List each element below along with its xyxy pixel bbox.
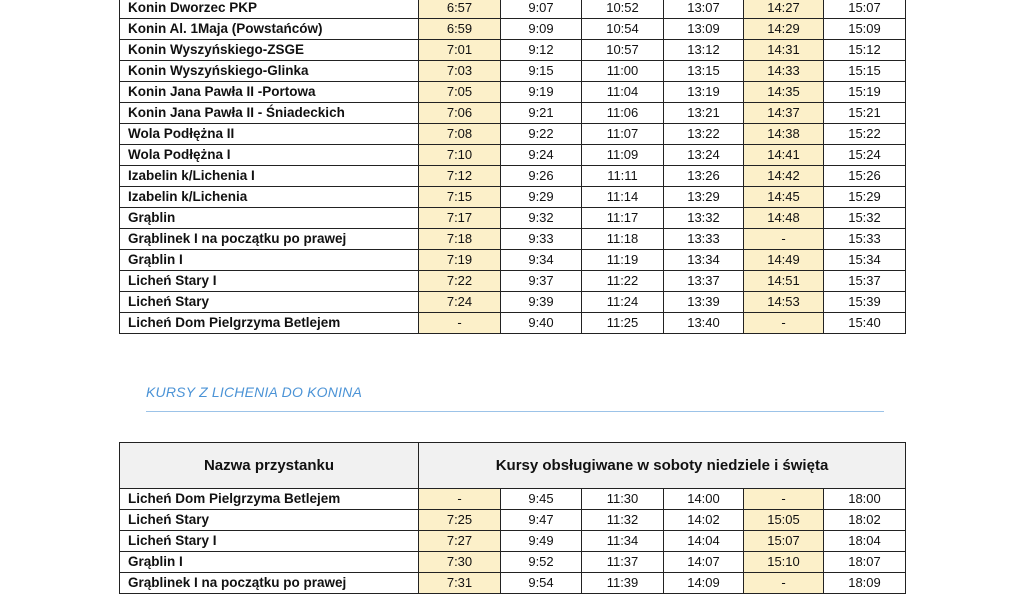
departure-time: 7:15	[419, 187, 501, 208]
departure-time: 9:22	[501, 124, 582, 145]
stop-name: Licheń Dom Pielgrzyma Betlejem	[120, 313, 419, 334]
departure-time: 14:04	[664, 531, 744, 552]
table-row	[120, 40, 906, 61]
departure-time: -	[419, 489, 501, 510]
departure-time: 9:09	[501, 19, 582, 40]
stop-name: Konin Jana Pawła II - Śniadeckich	[120, 103, 419, 124]
departure-time: 9:24	[501, 145, 582, 166]
table-row	[120, 313, 906, 334]
departure-time: 7:17	[419, 208, 501, 229]
stop-name: Konin Al. 1Maja (Powstańców)	[120, 19, 419, 40]
stop-name: Licheń Stary I	[120, 531, 419, 552]
departure-time: 14:41	[744, 145, 824, 166]
departure-time: 7:01	[419, 40, 501, 61]
departure-time: 14:27	[744, 0, 824, 19]
table-row	[120, 208, 906, 229]
stop-name: Grąblinek I na początku po prawej	[120, 573, 419, 594]
departure-time: 6:57	[419, 0, 501, 19]
departure-time: 11:06	[582, 103, 664, 124]
header-stop-name: Nazwa przystanku	[120, 443, 419, 489]
departure-time: 13:19	[664, 82, 744, 103]
table-row	[120, 82, 906, 103]
departure-time: 9:07	[501, 0, 582, 19]
departure-time: 11:39	[582, 573, 664, 594]
departure-time: 15:26	[824, 166, 906, 187]
stop-name: Konin Wyszyńskiego-Glinka	[120, 61, 419, 82]
departure-time: 14:35	[744, 82, 824, 103]
departure-time: 11:34	[582, 531, 664, 552]
departure-time: 9:37	[501, 271, 582, 292]
departure-time: 14:48	[744, 208, 824, 229]
departure-time: 11:25	[582, 313, 664, 334]
departure-time: 9:49	[501, 531, 582, 552]
departure-time: 13:39	[664, 292, 744, 313]
departure-time: 15:05	[744, 510, 824, 531]
departure-time: 10:54	[582, 19, 664, 40]
departure-time: 15:32	[824, 208, 906, 229]
departure-time: 11:22	[582, 271, 664, 292]
stop-name: Konin Jana Pawła II -Portowa	[120, 82, 419, 103]
departure-time: 7:05	[419, 82, 501, 103]
departure-time: 15:12	[824, 40, 906, 61]
departure-time: 15:19	[824, 82, 906, 103]
table-row	[120, 145, 906, 166]
departure-time: 7:06	[419, 103, 501, 124]
table-row	[120, 124, 906, 145]
header-courses: Kursy obsługiwane w soboty niedziele i święta	[419, 443, 906, 489]
departure-time: 15:34	[824, 250, 906, 271]
departure-time: 7:18	[419, 229, 501, 250]
departure-time: 13:21	[664, 103, 744, 124]
departure-time: 11:00	[582, 61, 664, 82]
departure-time: 9:19	[501, 82, 582, 103]
departure-time: 13:29	[664, 187, 744, 208]
departure-time: 7:08	[419, 124, 501, 145]
departure-time: 9:45	[501, 489, 582, 510]
stop-name: Konin Wyszyńskiego-ZSGE	[120, 40, 419, 61]
departure-time: 14:07	[664, 552, 744, 573]
table-row	[120, 103, 906, 124]
departure-time: 15:15	[824, 61, 906, 82]
table-row	[120, 489, 906, 510]
departure-time: 13:09	[664, 19, 744, 40]
departure-time: 7:19	[419, 250, 501, 271]
stop-name: Grąblin	[120, 208, 419, 229]
departure-time: 14:49	[744, 250, 824, 271]
departure-time: 14:51	[744, 271, 824, 292]
departure-time: 7:22	[419, 271, 501, 292]
departure-time: 14:00	[664, 489, 744, 510]
stop-name: Licheń Stary	[120, 292, 419, 313]
departure-time: 9:33	[501, 229, 582, 250]
section-divider	[146, 411, 884, 412]
departure-time: 15:39	[824, 292, 906, 313]
departure-time: 15:10	[744, 552, 824, 573]
departure-time: -	[744, 313, 824, 334]
departure-time: 14:29	[744, 19, 824, 40]
departure-time: 11:17	[582, 208, 664, 229]
departure-time: -	[744, 229, 824, 250]
departure-time: 9:32	[501, 208, 582, 229]
stop-name: Izabelin k/Lichenia	[120, 187, 419, 208]
departure-time: 11:30	[582, 489, 664, 510]
departure-time: 11:37	[582, 552, 664, 573]
table-row	[120, 61, 906, 82]
departure-time: 11:14	[582, 187, 664, 208]
departure-time: 11:09	[582, 145, 664, 166]
departure-time: 9:34	[501, 250, 582, 271]
departure-time: 9:40	[501, 313, 582, 334]
stop-name: Grąblinek I na początku po prawej	[120, 229, 419, 250]
departure-time: 9:26	[501, 166, 582, 187]
table-row	[120, 0, 906, 19]
departure-time: 11:07	[582, 124, 664, 145]
departure-time: 15:33	[824, 229, 906, 250]
table-row	[120, 510, 906, 531]
departure-time: 11:19	[582, 250, 664, 271]
departure-time: 13:34	[664, 250, 744, 271]
departure-time: 10:52	[582, 0, 664, 19]
departure-time: 9:29	[501, 187, 582, 208]
departure-time: 11:32	[582, 510, 664, 531]
departure-time: 18:02	[824, 510, 906, 531]
departure-time: 14:42	[744, 166, 824, 187]
departure-time: 9:54	[501, 573, 582, 594]
stop-name: Licheń Stary I	[120, 271, 419, 292]
table-row	[120, 573, 906, 594]
table-row	[120, 250, 906, 271]
timetable-from-lichen	[119, 442, 906, 594]
departure-time: 7:24	[419, 292, 501, 313]
departure-time: 15:07	[824, 0, 906, 19]
departure-time: 7:27	[419, 531, 501, 552]
departure-time: 11:11	[582, 166, 664, 187]
departure-time: 14:37	[744, 103, 824, 124]
departure-time: 9:15	[501, 61, 582, 82]
table-row	[120, 271, 906, 292]
departure-time: 14:33	[744, 61, 824, 82]
departure-time: 9:39	[501, 292, 582, 313]
table-row	[120, 229, 906, 250]
departure-time: 9:47	[501, 510, 582, 531]
departure-time: 18:04	[824, 531, 906, 552]
departure-time: 15:24	[824, 145, 906, 166]
departure-time: 15:29	[824, 187, 906, 208]
departure-time: 11:24	[582, 292, 664, 313]
stop-name: Licheń Stary	[120, 510, 419, 531]
table-row	[120, 552, 906, 573]
departure-time: 13:33	[664, 229, 744, 250]
departure-time: 9:12	[501, 40, 582, 61]
timetable-to-lichen	[119, 0, 906, 334]
departure-time: 14:02	[664, 510, 744, 531]
departure-time: 7:12	[419, 166, 501, 187]
table-header-row	[120, 443, 906, 489]
stop-name: Wola Podłężna II	[120, 124, 419, 145]
table-row	[120, 187, 906, 208]
departure-time: 10:57	[582, 40, 664, 61]
section-title: KURSY Z LICHENIA DO KONINA	[146, 384, 363, 400]
departure-time: 13:15	[664, 61, 744, 82]
departure-time: 13:32	[664, 208, 744, 229]
departure-time: 14:31	[744, 40, 824, 61]
departure-time: 7:31	[419, 573, 501, 594]
departure-time: 18:00	[824, 489, 906, 510]
departure-time: 7:30	[419, 552, 501, 573]
table-row	[120, 292, 906, 313]
departure-time: 15:22	[824, 124, 906, 145]
departure-time: 18:07	[824, 552, 906, 573]
departure-time: -	[744, 489, 824, 510]
departure-time: 11:18	[582, 229, 664, 250]
departure-time: 15:09	[824, 19, 906, 40]
stop-name: Konin Dworzec PKP	[120, 0, 419, 19]
departure-time: 13:22	[664, 124, 744, 145]
departure-time: 15:21	[824, 103, 906, 124]
departure-time: 9:21	[501, 103, 582, 124]
departure-time: 7:10	[419, 145, 501, 166]
departure-time: 14:38	[744, 124, 824, 145]
departure-time: 13:12	[664, 40, 744, 61]
departure-time: -	[744, 573, 824, 594]
departure-time: 13:24	[664, 145, 744, 166]
departure-time: 7:25	[419, 510, 501, 531]
stop-name: Izabelin k/Lichenia I	[120, 166, 419, 187]
table-row	[120, 166, 906, 187]
table-row	[120, 531, 906, 552]
departure-time: 15:40	[824, 313, 906, 334]
departure-time: 13:40	[664, 313, 744, 334]
departure-time: 6:59	[419, 19, 501, 40]
table-row	[120, 19, 906, 40]
departure-time: 14:53	[744, 292, 824, 313]
stop-name: Grąblin I	[120, 552, 419, 573]
departure-time: 14:09	[664, 573, 744, 594]
departure-time: 18:09	[824, 573, 906, 594]
departure-time: -	[419, 313, 501, 334]
departure-time: 13:07	[664, 0, 744, 19]
departure-time: 15:07	[744, 531, 824, 552]
stop-name: Wola Podłężna I	[120, 145, 419, 166]
departure-time: 13:26	[664, 166, 744, 187]
stop-name: Grąblin I	[120, 250, 419, 271]
departure-time: 11:04	[582, 82, 664, 103]
departure-time: 14:45	[744, 187, 824, 208]
departure-time: 9:52	[501, 552, 582, 573]
departure-time: 15:37	[824, 271, 906, 292]
stop-name: Licheń Dom Pielgrzyma Betlejem	[120, 489, 419, 510]
departure-time: 7:03	[419, 61, 501, 82]
departure-time: 13:37	[664, 271, 744, 292]
